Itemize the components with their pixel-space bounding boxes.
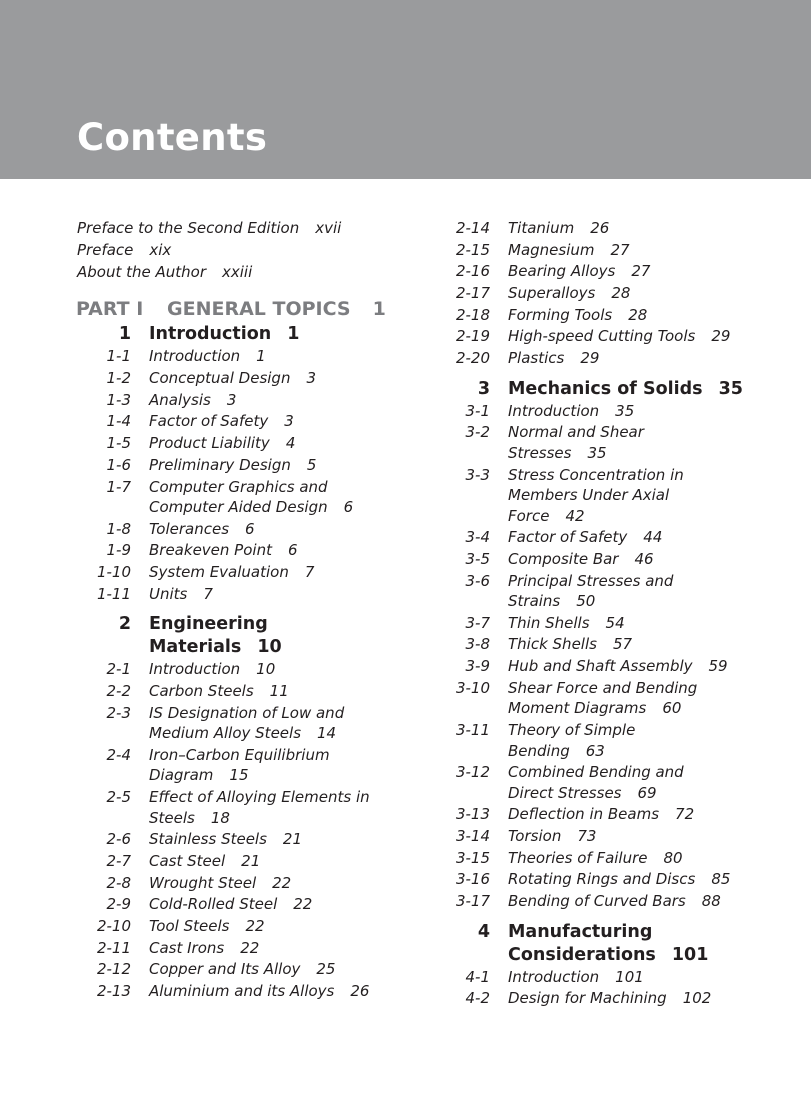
- toc-entry[interactable]: 3-13 Deflection in Beams 72: [455, 805, 695, 824]
- toc-entry[interactable]: 4-1 Introduction 101: [465, 967, 644, 986]
- toc-entry[interactable]: 3-17 Bending of Curved Bars 88: [455, 892, 721, 911]
- toc-entry[interactable]: 3-15 Theories of Failure 80: [455, 848, 683, 867]
- toc-entry[interactable]: 1-7 Computer Graphics and Computer Aided Design 6: [106, 477, 354, 517]
- toc-entry[interactable]: 1-6 Preliminary Design 5: [106, 455, 317, 474]
- toc-left-column: [74, 218, 424, 1003]
- toc-entry[interactable]: 2-7 Cast Steel 21: [106, 851, 261, 870]
- toc-entry[interactable]: 1-10 System Evaluation 7: [96, 563, 315, 582]
- toc-entry[interactable]: 3-10 Shear Force and Bending Moment Diagrams 60: [455, 678, 698, 718]
- toc-entry[interactable]: 3-6 Principal Stresses and Strains 50: [465, 571, 674, 611]
- toc-entry[interactable]: 2-15 Magnesium 27: [455, 240, 630, 259]
- toc-entry[interactable]: 3-16 Rotating Rings and Discs 85: [455, 870, 731, 889]
- toc-entry[interactable]: 2-17 Superalloys 28: [455, 284, 631, 303]
- page-header-band: [0, 0, 811, 179]
- toc-entry[interactable]: 2-13 Aluminium and its Alloys 26: [96, 982, 370, 1001]
- toc-entry[interactable]: 2-20 Plastics 29: [455, 349, 600, 368]
- toc-entry[interactable]: 3-7 Thin Shells 54: [465, 613, 625, 632]
- toc-entry[interactable]: 2-3 IS Designation of Low and Medium Alloy Steels 14: [106, 703, 345, 743]
- toc-entry[interactable]: 1-9 Breakeven Point 6: [106, 541, 298, 560]
- toc-entry[interactable]: 3-12 Combined Bending and Direct Stresses 69: [455, 763, 684, 802]
- toc-entry[interactable]: 2-2 Carbon Steels 11: [106, 681, 289, 700]
- toc-right-column: [440, 218, 800, 1010]
- toc-entry[interactable]: 1-2 Conceptual Design 3: [106, 369, 317, 388]
- toc-entry[interactable]: 2-19 High-speed Cutting Tools 29: [455, 327, 731, 346]
- toc-entry[interactable]: 3-2 Normal and Shear Stresses 35: [465, 423, 644, 462]
- toc-entry[interactable]: 1-11 Units 7: [96, 584, 213, 603]
- toc-entry[interactable]: 3-11 Theory of Simple Bending 63: [455, 721, 636, 760]
- toc-entry[interactable]: 2-10 Tool Steels 22: [96, 916, 265, 935]
- toc-entry[interactable]: 1-8 Tolerances 6: [106, 519, 255, 538]
- toc-entry[interactable]: 3-14 Torsion 73: [455, 827, 597, 846]
- toc-entry[interactable]: 4-2 Design for Machining 102: [465, 989, 712, 1008]
- toc-part-heading[interactable]: PART I GENERAL TOPICS 1: [76, 298, 386, 321]
- toc-entry[interactable]: 2-14 Titanium 26: [455, 219, 610, 237]
- toc-front-matter-item[interactable]: Preface xix: [77, 240, 172, 259]
- toc-entry[interactable]: 2-12 Copper and Its Alloy 25: [96, 960, 336, 979]
- toc-entry[interactable]: 3-9 Hub and Shaft Assembly 59: [465, 657, 728, 676]
- toc-entry[interactable]: 3-5 Composite Bar 46: [465, 549, 654, 568]
- toc-front-matter-item[interactable]: Preface to the Second Edition xvii: [77, 219, 342, 237]
- toc-entry[interactable]: 1-1 Introduction 1: [106, 347, 266, 366]
- toc-chapter-heading[interactable]: 2 Engineering Materials 10: [118, 614, 282, 658]
- toc-entry[interactable]: 2-18 Forming Tools 28: [455, 305, 648, 324]
- toc-entry[interactable]: 2-9 Cold-Rolled Steel 22: [106, 895, 313, 914]
- toc-entry[interactable]: 2-5 Effect of Alloying Elements in Steels 18: [106, 788, 370, 827]
- toc-entry[interactable]: 3-1 Introduction 35: [465, 401, 635, 420]
- toc-front-matter-item[interactable]: About the Author xxiii: [77, 262, 253, 281]
- toc-entry[interactable]: 2-16 Bearing Alloys 27: [455, 262, 651, 281]
- toc-entry[interactable]: 2-11 Cast Irons 22: [96, 938, 260, 957]
- toc-entry[interactable]: 1-4 Factor of Safety 3: [106, 412, 294, 431]
- toc-entry[interactable]: 2-8 Wrought Steel 22: [106, 873, 292, 892]
- toc-entry[interactable]: 1-5 Product Liability 4: [106, 434, 296, 453]
- toc-entry[interactable]: 3-4 Factor of Safety 44: [465, 528, 663, 547]
- page-title: Contents: [77, 116, 268, 159]
- toc-entry[interactable]: 2-6 Stainless Steels 21: [106, 830, 302, 849]
- toc-entry[interactable]: 2-1 Introduction 10: [106, 660, 276, 679]
- toc-chapter-heading[interactable]: 3 Mechanics of Solids 35: [477, 378, 743, 399]
- toc-entry[interactable]: 2-4 Iron–Carbon Equilibrium Diagram 15: [106, 745, 330, 785]
- toc-entry[interactable]: 3-3 Stress Concentration in Members Under Axial Force 42: [465, 465, 684, 525]
- toc-entry[interactable]: 1-3 Analysis 3: [106, 390, 237, 409]
- toc-chapter-heading[interactable]: 4 Manufacturing Considerations 101: [477, 921, 709, 965]
- toc-entry[interactable]: 3-8 Thick Shells 57: [465, 635, 633, 654]
- toc-chapter-heading[interactable]: 1 Introduction 1: [118, 324, 300, 345]
